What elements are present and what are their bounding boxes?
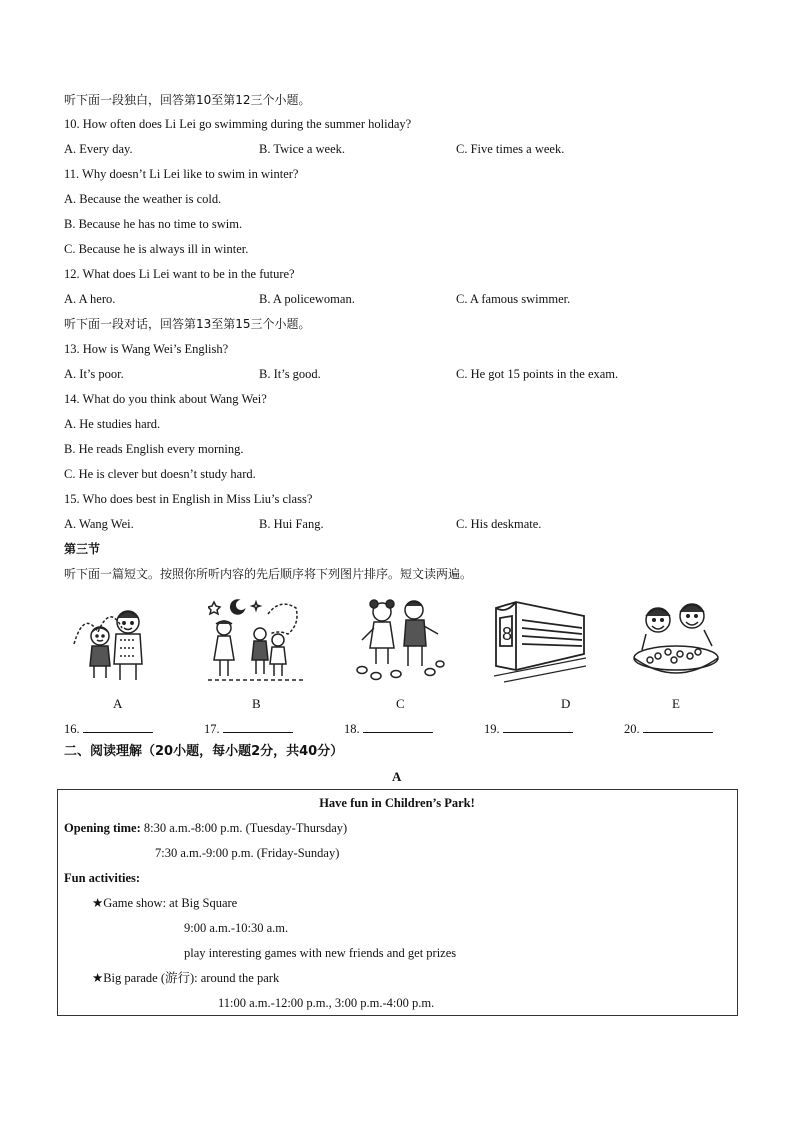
- blank-number: 17.: [204, 722, 220, 736]
- parade-time: 11:00 a.m.-12:00 p.m., 3:00 p.m.-4:00 p.m.: [218, 996, 435, 1010]
- game-show-description: play interesting games with new friends and get prizes: [184, 946, 457, 960]
- q10-option-b: B. Twice a week.: [259, 142, 346, 156]
- section-intro-dialog: 听下面一段对话，回答第13至第15三个小题。: [64, 317, 311, 331]
- section-3-title: 第三节: [64, 542, 101, 556]
- answer-blank-20[interactable]: [624, 720, 713, 737]
- q13-option-b: B. It’s good.: [259, 367, 321, 381]
- fun-activities-label: Fun activities:: [64, 871, 141, 885]
- q11-option-a: A. Because the weather is cold.: [64, 192, 222, 206]
- q10-option-c: C. Five times a week.: [456, 142, 565, 156]
- game-show-time: 9:00 a.m.-10:30 a.m.: [184, 921, 289, 935]
- picture-label-c: C: [396, 696, 405, 711]
- two-children-icon: [70, 594, 166, 684]
- notice-title: Have fun in Children’s Park!: [319, 796, 475, 810]
- answer-blank-19[interactable]: [484, 720, 573, 737]
- q11-option-c: C. Because he is always ill in winter.: [64, 242, 249, 256]
- question-13: 13. How is Wang Wei’s English?: [64, 342, 229, 356]
- opening-time-weekday: 8:30 a.m.-8:00 p.m. (Tuesday-Thursday): [143, 821, 348, 835]
- blank-line: [83, 720, 153, 733]
- answer-blank-16[interactable]: [64, 720, 153, 737]
- question-10: 10. How often does Li Lei go swimming during the summer holiday?: [64, 117, 412, 131]
- section-intro-monologue: 听下面一段独白，回答第10至第12三个小题。: [64, 93, 311, 107]
- q12-option-a: A. A hero.: [64, 292, 116, 306]
- q15-option-a: A. Wang Wei.: [64, 517, 134, 531]
- picture-label-a: A: [113, 696, 123, 711]
- feeding-chickens-icon: [352, 594, 448, 684]
- blank-line: [223, 720, 293, 733]
- question-14: 14. What do you think about Wang Wei?: [64, 392, 267, 406]
- blank-number: 20.: [624, 722, 640, 736]
- q14-option-a: A. He studies hard.: [64, 417, 161, 431]
- game-show-item: ★Game show: at Big Square: [92, 896, 238, 910]
- opening-time-row: [64, 820, 347, 836]
- answer-blank-18[interactable]: [344, 720, 433, 737]
- part-2-heading: 二、阅读理解（20小题，每小题2分，共40分）: [64, 744, 344, 759]
- opening-time-weekend: 7:30 a.m.-9:00 p.m. (Friday-Sunday): [155, 846, 340, 860]
- q13-option-c: C. He got 15 points in the exam.: [456, 367, 619, 381]
- q15-option-b: B. Hui Fang.: [259, 517, 324, 531]
- svg-text:8: 8: [502, 624, 513, 644]
- question-15: 15. Who does best in English in Miss Liu’s class?: [64, 492, 313, 506]
- question-12: 12. What does Li Lei want to be in the future?: [64, 267, 295, 281]
- picture-label-b: B: [252, 696, 261, 711]
- q11-option-b: B. Because he has no time to swim.: [64, 217, 243, 231]
- q14-option-c: C. He is clever but doesn’t study hard.: [64, 467, 256, 481]
- blank-number: 16.: [64, 722, 80, 736]
- q13-option-a: A. It’s poor.: [64, 367, 124, 381]
- parade-item: ★Big parade (游行): around the park: [92, 971, 280, 985]
- passage-label: A: [392, 769, 402, 784]
- blank-line: [363, 720, 433, 733]
- blank-number: 18.: [344, 722, 360, 736]
- blank-line: [503, 720, 573, 733]
- family-night-icon: [208, 594, 304, 684]
- blank-line: [643, 720, 713, 733]
- picture-label-d: D: [561, 696, 571, 711]
- section-3-instruction: 听下面一篇短文。按照你所听内容的先后顺序将下列图片排序。短文读两遍。: [64, 567, 473, 581]
- question-11: 11. Why doesn’t Li Lei like to swim in winter?: [64, 167, 299, 181]
- blank-number: 19.: [484, 722, 500, 736]
- eating-dumplings-icon: [628, 594, 724, 684]
- q14-option-b: B. He reads English every morning.: [64, 442, 244, 456]
- answer-blank-17[interactable]: [204, 720, 293, 737]
- q15-option-c: C. His deskmate.: [456, 517, 542, 531]
- opening-time-label: Opening time:: [64, 821, 141, 835]
- q10-option-a: A. Every day.: [64, 142, 133, 156]
- q12-option-b: B. A policewoman.: [259, 292, 355, 306]
- q12-option-c: C. A famous swimmer.: [456, 292, 571, 306]
- picture-label-e: E: [672, 696, 680, 711]
- train-icon: [490, 594, 586, 684]
